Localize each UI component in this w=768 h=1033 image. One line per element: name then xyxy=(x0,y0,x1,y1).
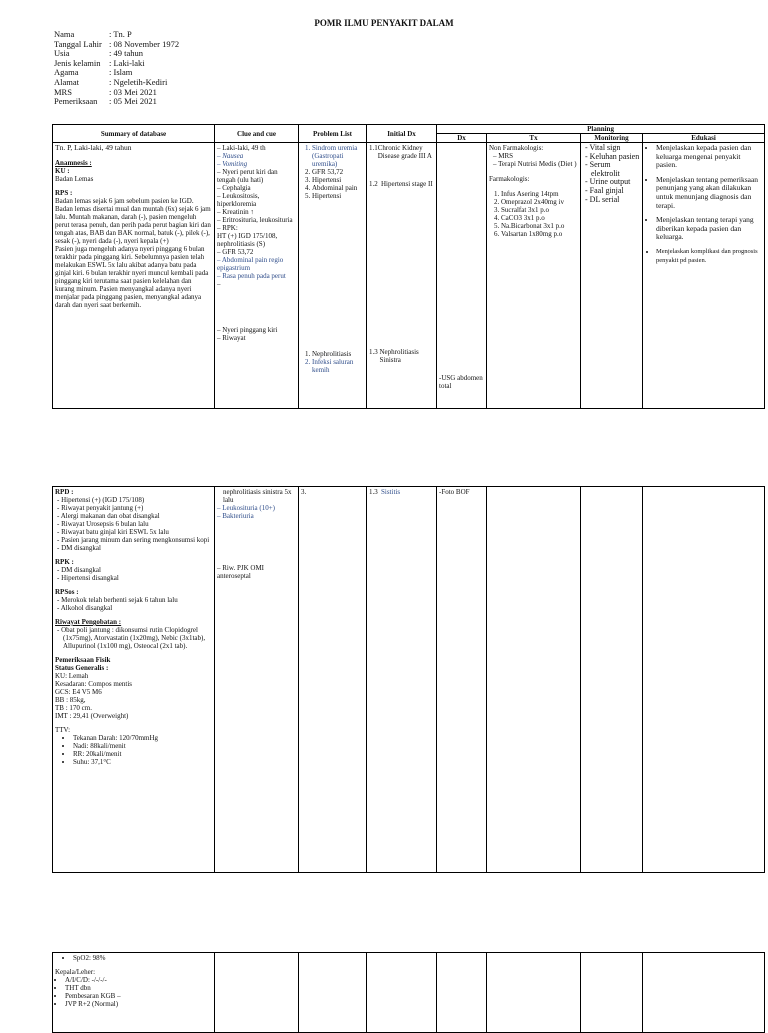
label-jenis-kelamin: Jenis kelamin xyxy=(54,57,101,68)
label-tanggal-lahir: Tanggal Lahir xyxy=(54,38,102,49)
clue-item: – Rasa penuh pada perut xyxy=(217,272,286,280)
rps-text: Badan lemas sejak 6 jam sebelum pasien ke IGD. Badan lemas disertai mual dan muntah (6x) sejak 6 jam lalu. Muntah makanan, darah (-), pasien mengeluh perut terasa penuh, dan perih pada perut bagian kiri dan tengah atas, BAB dan BAK normal, batuk (-), pilek (-), sesak (-), nyeri dada (-), nyeri kepala (+) xyxy=(55,197,211,245)
edukasi-item: • Menjelaskan kepada pasien dan keluarga mengenai penyakit pasien. xyxy=(656,144,762,170)
clue-item: – Leukositosis, hiperkloremia xyxy=(217,192,260,208)
rpk-item: - DM disangkal xyxy=(63,566,212,574)
patient-info xyxy=(54,30,179,107)
page-3 xyxy=(0,950,768,1024)
rpk-item: - Hipertensi disangkal xyxy=(63,574,212,582)
summary-head: Tn. P, Laki-laki, 49 tahun xyxy=(55,143,132,152)
rpk-label: RPK : xyxy=(55,558,74,566)
clue-item: – RPK: xyxy=(217,224,238,232)
problem-item: 3. xyxy=(301,488,307,496)
value-jenis-kelamin: : Laki-laki xyxy=(109,57,145,68)
ttv-item: • SpO2: 98% xyxy=(73,954,212,962)
edukasi-cell xyxy=(643,953,765,1033)
clue-item: – Kreatinin ↑ xyxy=(217,208,254,216)
problem-list-cell xyxy=(299,143,367,409)
planning-tx-cell xyxy=(487,487,581,873)
planning-dx-cell xyxy=(437,143,487,409)
rpd-item: - Pasien jarang minum dan sering mengkonsumsi kopi xyxy=(63,536,212,544)
monitoring-cell xyxy=(581,953,643,1033)
label-alamat: Alamat xyxy=(54,76,80,87)
edukasi-cell xyxy=(643,143,765,409)
tx-item: 4. CaCO3 3x1 p.o xyxy=(501,214,578,222)
kepala-leher-item: • Pembesaran KGB – xyxy=(65,992,212,1000)
pemeriksaan-fisik-label: Pemeriksaan Fisik xyxy=(55,656,111,664)
rpd-item: - Alergi makanan dan obat disangkal xyxy=(63,512,212,520)
initial-dx-cell xyxy=(367,487,437,873)
initial-dx-number: 1.3 xyxy=(369,488,378,496)
clue-item: – Cephalgia xyxy=(217,184,251,192)
planning-dx-item: -USG abdomen total xyxy=(439,374,483,390)
initial-dx-number: 1.3 xyxy=(369,348,378,356)
rpd-label: RPD : xyxy=(55,488,74,496)
ttv-item: • Suhu: 37,1°C xyxy=(73,758,212,766)
tx-nonfarmakologis-label: Non Farmakologis: xyxy=(489,144,544,152)
clue-item: – Vomiting xyxy=(217,160,248,168)
problem-item: 1. Nephrolitiasis xyxy=(312,350,364,358)
monitoring-cell xyxy=(581,487,643,873)
ttv-item: • RR: 20kali/menit xyxy=(73,750,212,758)
ttv-label: TTV: xyxy=(55,726,71,734)
initial-dx-item: Nephrolitiasis Sinistra xyxy=(379,348,419,364)
rpd-item: - DM disangkal xyxy=(63,544,212,552)
problem-item: 3. Hipertensi xyxy=(312,176,364,184)
initial-dx-item: Hipertensi stage II xyxy=(381,180,433,188)
pomr-table-page-2 xyxy=(52,486,765,873)
initial-dx-cell xyxy=(367,143,437,409)
rpsos-item: - Alkohol disangkal xyxy=(63,604,212,612)
clue-item: – Riwayat xyxy=(217,334,246,342)
riwayat-pengobatan-label: Riwayat Pengobatan : xyxy=(55,618,122,626)
tx-item: – Terapi Nutrisi Medis (Diet ) xyxy=(493,160,577,168)
initial-dx-item: Chronic Kidney Disease grade III A xyxy=(377,144,432,160)
tx-item: 5. Na.Bicarbonat 3x1 p.o xyxy=(501,222,578,230)
header-problem-list: Problem List xyxy=(299,125,367,143)
page-1 xyxy=(0,0,768,440)
planning-tx-cell xyxy=(487,953,581,1033)
status-item: GCS: E4 V5 M6 xyxy=(55,688,102,696)
label-usia: Usia xyxy=(54,48,70,59)
kepala-leher-item: • JVP R+2 (Normal) xyxy=(65,1000,212,1008)
status-generalis-label: Status Generalis : xyxy=(55,664,109,672)
ttv-item: • Tekanan Darah: 120/70mmHg xyxy=(73,734,212,742)
kepala-leher-item: • THT dbn xyxy=(65,984,212,992)
initial-dx-cell xyxy=(367,953,437,1033)
value-nama: : Tn. P xyxy=(109,29,132,39)
rpd-item: - Riwayat batu ginjal kiri ESWL 5x lalu xyxy=(63,528,212,536)
rpsos-item: - Merokok telah berhenti sejak 6 tahun lalu xyxy=(63,596,212,604)
ku-text: Badan Lemas xyxy=(55,175,94,183)
clue-item: HT (+) IGD 175/108, nephrolitiasis (S) xyxy=(217,232,278,248)
planning-dx-item: -Foto BOF xyxy=(439,488,470,496)
tx-item: – MRS xyxy=(493,152,514,160)
clue-item: – Nausea xyxy=(217,152,244,160)
rps-label: RPS : xyxy=(55,189,73,197)
value-alamat: : Ngeletih-Kediri xyxy=(109,76,168,87)
rpd-item: - Riwayat penyakit jantung (+) xyxy=(63,504,212,512)
edukasi-item: • Menjelaskan komplikasi dan prognosis penyakit pd pasien. xyxy=(656,248,762,265)
anamnesis-label: Anamnesis : xyxy=(55,159,92,167)
monitoring-item: - Urine output xyxy=(591,178,640,187)
header-tx: Tx xyxy=(487,134,581,143)
clue-cell xyxy=(215,487,299,873)
monitoring-item: - DL serial xyxy=(591,196,640,205)
planning-tx-cell xyxy=(487,143,581,409)
initial-dx-number: 1.2 xyxy=(369,180,378,188)
ttv-item: • Nadi: 88kali/menit xyxy=(73,742,212,750)
rpd-item: - Hipertensi (+) (IGD 175/108) xyxy=(63,496,212,504)
ku-label: KU : xyxy=(55,167,70,175)
tx-item: 6. Valsartan 1x80mg p.o xyxy=(501,230,578,238)
edukasi-cell xyxy=(643,487,765,873)
rps-text-2: Pasien juga mengeluh adanya nyeri pinggang 6 bulan terakhir pada pinggang kiri. Sebelumnya pasien telah melakukan ESWL 5x lalu akibat adanya batu pada ginjal kiri. 6 bulan terakhir nyeri muncul kembali pada pinggang kiri terutama saat pasien kelelahan dan kurang minum. Pasien menyangkal adanya nyeri menjalar pada pinggang pasien, menyangkal adanya darah dan nyeri saat berkemih. xyxy=(55,245,209,309)
clue-item: – GFR 53,72 xyxy=(217,248,254,256)
clue-item: – Leukosituria (10+) xyxy=(217,504,275,512)
label-agama: Agama xyxy=(54,67,79,78)
label-nama: Nama xyxy=(54,29,75,39)
page-2 xyxy=(0,484,768,876)
rpsos-label: RPSos : xyxy=(55,588,79,596)
value-pemeriksaan: : 05 Mei 2021 xyxy=(109,96,157,107)
clue-item: – Laki-laki, 49 th xyxy=(217,144,266,152)
clue-item: – Abdominal pain regio epigastrium xyxy=(217,256,284,272)
header-summary: Summary of database xyxy=(53,125,215,143)
value-tanggal-lahir: : 08 November 1972 xyxy=(109,38,180,49)
header-planning: Planning xyxy=(437,125,765,134)
problem-item: 5. Hipertensi xyxy=(312,192,364,200)
document-title: POMR ILMU PENYAKIT DALAM xyxy=(314,18,454,28)
clue-item: – Riw. PJK OMI anteroseptal xyxy=(217,564,264,580)
status-item: TB : 170 cm. xyxy=(55,704,92,712)
initial-dx-item: Sistitis xyxy=(381,488,401,496)
value-mrs: : 03 Mei 2021 xyxy=(109,86,157,97)
clue-cell xyxy=(215,143,299,409)
header-dx: Dx xyxy=(437,134,487,143)
summary-cell xyxy=(53,953,215,1033)
label-pemeriksaan: Pemeriksaan xyxy=(54,96,98,107)
monitoring-item: - Faal ginjal xyxy=(591,187,640,196)
problem-list-cell xyxy=(299,953,367,1033)
summary-cell xyxy=(53,143,215,409)
value-usia: : 49 tahun xyxy=(109,48,143,59)
problem-item: 2. Infeksi saluran kemih xyxy=(312,358,364,374)
summary-cell xyxy=(53,487,215,873)
edukasi-item: • Menjelaskan tentang terapi yang diberikan kepada pasien dan keluarga. xyxy=(656,216,762,242)
tx-farmakologis-label: Farmakologis: xyxy=(489,175,530,183)
clue-item: – xyxy=(217,280,221,288)
status-item: BB : 85kg, xyxy=(55,696,86,704)
problem-item: 2. GFR 53,72 xyxy=(312,168,364,176)
monitoring-cell xyxy=(581,143,643,409)
planning-dx-cell xyxy=(437,487,487,873)
monitoring-item: - Vital sign xyxy=(591,144,640,153)
kepala-leher-item: • A/I/C/D: -/-/-/- xyxy=(65,976,212,984)
initial-dx-number: 1.1 xyxy=(369,144,378,152)
planning-dx-cell xyxy=(437,953,487,1033)
rpd-item: - Riwayat Urosepsis 6 bulan lalu xyxy=(63,520,212,528)
clue-item: nephrolitiasis sinistra 5x lalu xyxy=(223,488,292,504)
clue-item: – Eritrosituria, leukosituria xyxy=(217,216,293,224)
clue-item: – Nyeri pinggang kiri xyxy=(217,326,278,334)
problem-list-cell xyxy=(299,487,367,873)
header-edukasi: Edukasi xyxy=(643,134,765,143)
edukasi-item: • Menjelaskan tentang pemeriksaan penunjang yang akan dilakukan untuk menunjang diagnosis dan terapi. xyxy=(656,176,762,210)
status-item: KU: Lemah xyxy=(55,672,89,680)
kepala-leher-label: Kepala/Leher: xyxy=(55,968,96,976)
tx-item: 2. Omeprazol 2x40mg iv xyxy=(501,198,578,206)
status-item: Kesadaran: Compos mentis xyxy=(55,680,132,688)
clue-cell xyxy=(215,953,299,1033)
status-item: IMT : 29,41 (Overweight) xyxy=(55,712,129,720)
riwayat-pengobatan-item: - Obat poli jantung : dikonsumsi rutin Clopidogrel (1x75mg), Atorvastatin (1x20mg), Nebic (3x1tab), Allupurinol (1x100 mg), Osteocal (2x1 tab). xyxy=(63,626,212,650)
tx-item: 1. Infus Asering 14tpm xyxy=(501,190,578,198)
header-clue: Clue and cue xyxy=(215,125,299,143)
clue-item: – Bakteriuria xyxy=(217,512,254,520)
pomr-table-page-1 xyxy=(52,124,765,409)
label-mrs: MRS xyxy=(54,86,72,97)
monitoring-item: - Keluhan pasien xyxy=(591,153,640,162)
problem-item: 4. Abdominal pain xyxy=(312,184,364,192)
pomr-table-page-3 xyxy=(52,952,765,1033)
header-initial-dx: Initial Dx xyxy=(367,125,437,143)
problem-item: 1. Sindrom uremia (Gastropati uremika) xyxy=(312,144,364,168)
clue-item: – Nyeri perut kiri dan tengah (ulu hati) xyxy=(217,168,278,184)
monitoring-item: - Serum elektrolit xyxy=(591,161,640,178)
header-monitoring: Monitoring xyxy=(581,134,643,143)
value-agama: : Islam xyxy=(109,67,133,78)
tx-item: 3. Sucralfat 3x1 p.o xyxy=(501,206,578,214)
